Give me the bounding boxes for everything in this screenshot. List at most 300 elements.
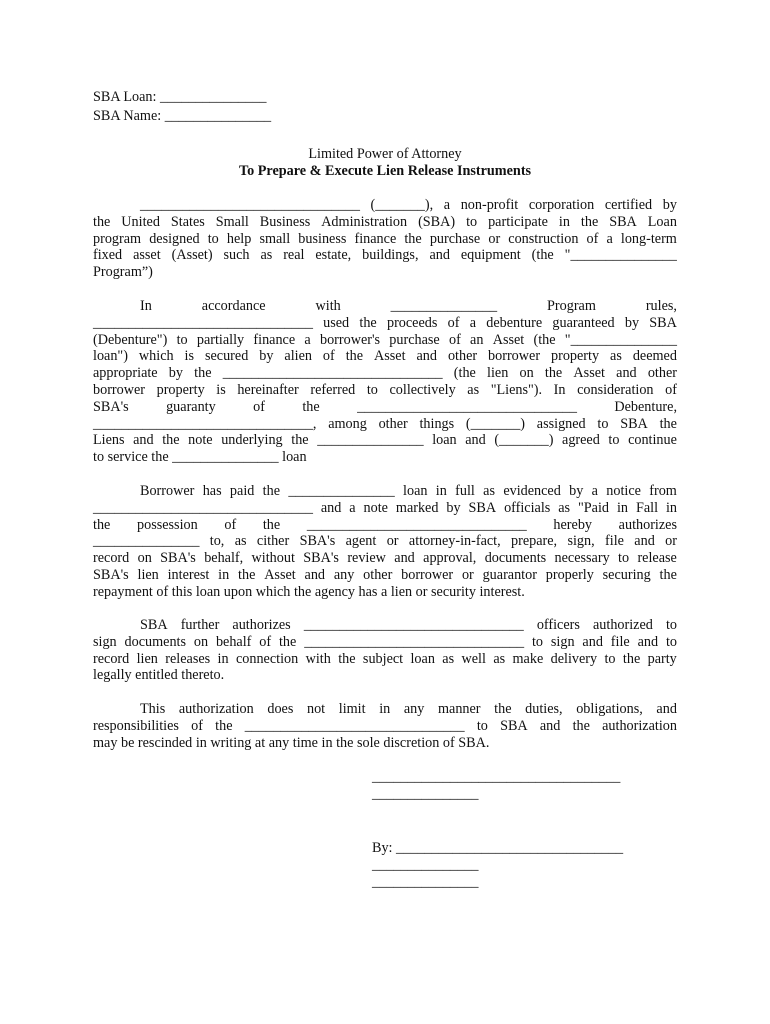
word: prepare, (511, 533, 558, 550)
word: obligations, (576, 701, 643, 717)
word: guaranty (166, 398, 216, 415)
paragraph-line (93, 332, 677, 349)
document-title: Limited Power of Attorney (308, 146, 462, 162)
word: the (338, 650, 356, 667)
word: loan (403, 483, 428, 499)
word: the (194, 365, 212, 382)
word: authorizes (618, 516, 677, 533)
word: has (202, 483, 222, 499)
word: SBA (620, 415, 648, 432)
word: by (168, 365, 183, 382)
word: Asset (264, 566, 296, 583)
word: "Paid (578, 499, 610, 516)
word: which (138, 348, 174, 365)
word: SBA (468, 499, 497, 516)
loan-header (93, 88, 271, 126)
paragraph-certification (93, 197, 677, 281)
word: by (662, 197, 677, 213)
by-name-line: _______________ (372, 857, 479, 873)
paragraph-last-line: repayment of this loan upon which the agency has a lien or security interest. (93, 583, 525, 600)
word: assigned (536, 415, 586, 432)
word: the (162, 432, 180, 449)
word: as (234, 533, 247, 550)
word: asset (133, 247, 161, 264)
word: long-term (620, 230, 677, 247)
word: a (591, 483, 598, 499)
word: or (386, 533, 399, 550)
word: possession (137, 516, 198, 533)
word: file (605, 533, 624, 550)
word: record (93, 650, 130, 667)
word: the (345, 348, 364, 365)
word: authorization (178, 701, 254, 717)
word: the (93, 516, 111, 533)
word: _______________________________, (93, 415, 317, 432)
word: to (597, 415, 609, 432)
word: review (347, 550, 386, 567)
word: finance (253, 331, 296, 348)
word: approval, (423, 550, 477, 567)
word: the (262, 516, 281, 533)
paragraph-line (93, 348, 677, 365)
word: debenture (486, 314, 543, 331)
word: estate, (315, 247, 352, 264)
word: in (616, 499, 628, 516)
word: of (665, 381, 677, 398)
word: a (469, 314, 476, 331)
word: Debenture, (614, 398, 677, 415)
word: (Asset) (171, 247, 213, 264)
word: to (604, 650, 616, 667)
word: small (259, 230, 291, 247)
word: make (512, 650, 544, 667)
paragraph-line (93, 432, 677, 449)
word: "_______________ (564, 331, 677, 348)
word: _______________ (288, 483, 395, 499)
word: evidenced (503, 483, 561, 499)
word: note (363, 499, 388, 516)
word: does (267, 701, 294, 717)
word: an (470, 331, 484, 348)
word: underlying (221, 432, 283, 449)
word: Asset (573, 365, 605, 382)
word: authorizes (232, 617, 291, 633)
word: properly (545, 566, 594, 583)
word: finance (354, 230, 397, 247)
paragraph-line (93, 718, 677, 735)
signature-name-line: _______________ (372, 786, 479, 802)
word: fixed (93, 247, 123, 264)
sba-loan-field: SBA Loan: _______________ (93, 89, 267, 105)
word: _______________ (390, 298, 498, 314)
word: among (328, 415, 367, 432)
word: to (665, 633, 677, 650)
word: release (637, 550, 677, 567)
word: in (665, 499, 677, 516)
word: and (637, 633, 659, 650)
word: releases (165, 650, 211, 667)
word: accordance (201, 298, 266, 314)
word: and (634, 533, 655, 550)
word: as (260, 247, 273, 264)
paragraph-line (93, 315, 677, 332)
word: duties, (525, 701, 563, 717)
word: paid (229, 483, 255, 499)
word: and (539, 717, 561, 734)
word: "Liens"). (490, 381, 543, 398)
word: the (659, 415, 677, 432)
word: the (580, 213, 599, 230)
word: the (302, 398, 320, 415)
word: guarantor (482, 566, 537, 583)
word: the (278, 633, 297, 650)
word: sign (93, 633, 117, 650)
paragraph-line (93, 533, 677, 550)
word: with (315, 298, 341, 314)
word: authorized (592, 617, 653, 633)
word: other (447, 348, 478, 365)
word: _______________________________ (244, 717, 465, 734)
word: deemed (632, 348, 677, 365)
word: to (207, 230, 219, 247)
word: the (622, 650, 641, 667)
word: by (259, 348, 274, 365)
document-subtitle: To Prepare & Execute Lien Release Instruments (238, 163, 532, 179)
word: _______________________________ (304, 633, 525, 650)
word: and (429, 247, 450, 264)
word: to (366, 381, 378, 398)
word: help (226, 230, 252, 247)
word: referred (310, 381, 356, 398)
word: responsibilities (93, 717, 179, 734)
word: proceeds (386, 314, 438, 331)
word: from (649, 483, 677, 499)
paragraph-program-rules (93, 298, 677, 466)
word: (SBA) (418, 213, 456, 230)
by-block (372, 840, 623, 891)
word: behalf, (204, 550, 244, 567)
word: rules, (645, 298, 677, 314)
paragraph-line (93, 416, 677, 433)
word: cither (256, 533, 290, 550)
word: _______________ (317, 432, 424, 449)
word: construction (508, 230, 579, 247)
word: other (647, 365, 677, 382)
paragraph-last-line: may be rescinded in writing at any time in the sole discretion of SBA. (93, 734, 490, 751)
word: or (665, 533, 677, 550)
word: Liens (93, 432, 125, 449)
word: of (448, 331, 461, 348)
word: loan (410, 650, 435, 667)
word: and (320, 499, 342, 516)
word: on (193, 633, 209, 650)
word: secured (204, 348, 249, 365)
word: (_______) (465, 415, 526, 432)
paragraph-line (93, 298, 677, 315)
word: Asset (374, 348, 406, 365)
paragraph-line (93, 483, 677, 500)
paragraph-line (93, 701, 677, 718)
word: (the (453, 365, 476, 382)
word: corporation (528, 197, 595, 213)
word: interest (167, 566, 210, 583)
word: further (180, 617, 220, 633)
word: as (467, 381, 480, 398)
word: program (93, 230, 142, 247)
word: in (558, 213, 570, 230)
word: loan") (93, 348, 128, 365)
word: SBA (609, 213, 637, 230)
word: participate (488, 213, 548, 230)
word: borrower (93, 381, 145, 398)
word: Program (547, 298, 596, 314)
word: In (140, 298, 152, 314)
paragraph-authorization-limits (93, 701, 677, 751)
signature-line: ___________________________________ (372, 769, 621, 785)
word: in (435, 483, 447, 499)
word: marked (395, 499, 439, 516)
word: _______________________________ (303, 617, 524, 633)
word: sign, (567, 533, 595, 550)
paragraph-line (93, 634, 677, 651)
word: not (306, 701, 326, 717)
word: Borrower (140, 483, 195, 499)
word: well (461, 650, 486, 667)
word: and (416, 348, 437, 365)
word: the (291, 432, 309, 449)
word: documents (484, 550, 547, 567)
word: the (359, 314, 377, 331)
word: borrower (401, 566, 454, 583)
word: as (442, 650, 455, 667)
word: the (494, 701, 512, 717)
word: a (304, 331, 311, 348)
word: record (93, 550, 130, 567)
sba-name-field: SBA Name: _______________ (93, 108, 272, 124)
word: _______________________________ (222, 365, 443, 382)
word: to (608, 432, 620, 449)
word: a (349, 499, 356, 516)
word: on (137, 550, 152, 567)
word: States (170, 213, 205, 230)
word: to (618, 550, 630, 567)
word: equipment (460, 247, 521, 264)
word: as (483, 483, 495, 499)
word: (the (533, 331, 556, 348)
paragraph-borrower-paid (93, 483, 677, 601)
paragraph-line (93, 382, 677, 399)
word: the (215, 717, 233, 734)
word: by (569, 483, 584, 499)
word: lien (137, 566, 159, 583)
word: the (544, 365, 563, 382)
paragraph-line (93, 231, 677, 248)
word: "_______________ (564, 247, 677, 264)
word: on (519, 365, 534, 382)
word: agreed (562, 432, 600, 449)
word: of (586, 230, 599, 247)
word: _______________________________ (93, 499, 313, 516)
word: _______________________________ (140, 197, 360, 213)
word: SBA (500, 717, 528, 734)
word: consideration (577, 381, 654, 398)
word: (_______), (370, 197, 434, 213)
word: sign (550, 633, 575, 650)
word: to (531, 633, 544, 650)
word: subject (362, 650, 404, 667)
paragraph-line (93, 247, 677, 264)
word: used (323, 314, 350, 331)
word: Small (215, 213, 249, 230)
word: securing (602, 566, 651, 583)
word: the (238, 566, 256, 583)
word: continue (628, 432, 677, 449)
word: of (322, 348, 335, 365)
word: to (176, 331, 188, 348)
word: limit (338, 701, 366, 717)
word: in (218, 566, 230, 583)
word: to (476, 717, 488, 734)
word: a (443, 197, 451, 213)
word: party (647, 650, 677, 667)
word: documents (124, 633, 186, 650)
word: purchase (389, 331, 440, 348)
word: (the (531, 247, 554, 264)
paragraph-line (93, 500, 677, 517)
word: as (610, 348, 622, 365)
word: (_______) (494, 432, 554, 449)
word: by (446, 499, 461, 516)
word: business (298, 230, 347, 247)
word: manner (437, 701, 481, 717)
word: and (465, 432, 486, 449)
paragraph-last-line: legally entitled thereto. (93, 667, 225, 684)
word: is (184, 348, 195, 365)
word: hereinafter (237, 381, 299, 398)
word: _______________ (93, 533, 200, 550)
word: Fall (635, 499, 659, 516)
word: Asset (492, 331, 525, 348)
word: SBA (649, 314, 677, 331)
word: _______________________________ (93, 314, 313, 331)
word: in (217, 650, 229, 667)
word: any (403, 701, 425, 717)
word: property (156, 381, 205, 398)
paragraph-line (93, 617, 677, 634)
paragraph-line (93, 365, 677, 382)
word: of (191, 717, 203, 734)
word: United (121, 213, 160, 230)
word: the (93, 213, 111, 230)
word: attorney-in-fact, (408, 533, 501, 550)
word: to (665, 617, 677, 633)
word: property (551, 348, 600, 365)
word: other (378, 415, 408, 432)
word: agent (345, 533, 377, 550)
word: delivery (550, 650, 598, 667)
paragraph-line (93, 567, 677, 584)
word: real (283, 247, 305, 264)
word: and (133, 432, 154, 449)
word: and (582, 633, 603, 650)
word: the (404, 230, 422, 247)
word: to, (209, 533, 225, 550)
word: to (466, 213, 478, 230)
word: things (419, 415, 455, 432)
word: of (259, 633, 272, 650)
word: In (553, 381, 566, 398)
word: a (606, 230, 613, 247)
word: SBA's (160, 550, 196, 567)
by-title-line: _______________ (372, 874, 479, 890)
word: note (188, 432, 213, 449)
word: any (333, 566, 355, 583)
word: designed (149, 230, 200, 247)
word: SBA's (93, 398, 129, 415)
word: borrower's (319, 331, 381, 348)
word: SBA's (93, 566, 129, 583)
paragraph-line (93, 651, 677, 668)
paragraph-line (93, 517, 677, 534)
word: SBA's (299, 533, 336, 550)
paragraph-line (93, 550, 677, 567)
paragraph-line (93, 399, 677, 416)
word: necessary (554, 550, 610, 567)
word: file (610, 633, 630, 650)
word: or (461, 566, 474, 583)
word: This (140, 701, 166, 717)
word: officers (536, 617, 580, 633)
word: the (659, 566, 677, 583)
word: with (305, 650, 331, 667)
word: as (558, 499, 571, 516)
word: Business (259, 213, 311, 230)
word: authorization (602, 717, 677, 734)
word: (Debenture") (93, 331, 168, 348)
word: or (488, 230, 501, 247)
word: connection (235, 650, 299, 667)
paragraph-line (93, 214, 677, 231)
word: officials (504, 499, 551, 516)
word: loan (432, 432, 457, 449)
word: buildings, (362, 247, 419, 264)
word: non-profit (460, 197, 519, 213)
word: Loan (647, 213, 677, 230)
word: and (656, 701, 677, 717)
word: the (572, 717, 590, 734)
word: full (455, 483, 475, 499)
word: purchase (429, 230, 481, 247)
word: is (216, 381, 226, 398)
word: as (493, 650, 506, 667)
word: lien (487, 365, 509, 382)
word: of (447, 314, 460, 331)
by-signature-line: By: ________________________________ (372, 840, 624, 856)
word: and (616, 365, 637, 382)
word: guaranteed (552, 314, 615, 331)
word: and (394, 550, 415, 567)
signature-block (372, 769, 620, 803)
word: without (251, 550, 295, 567)
paragraph-sba-authorizes (93, 617, 677, 684)
paragraph-last-line: Program”) (93, 264, 153, 281)
word: and (304, 566, 326, 583)
word: certified (604, 197, 653, 213)
word: by (624, 314, 640, 331)
word: partially (196, 331, 245, 348)
word: collectively (389, 381, 456, 398)
word: the (262, 483, 281, 499)
